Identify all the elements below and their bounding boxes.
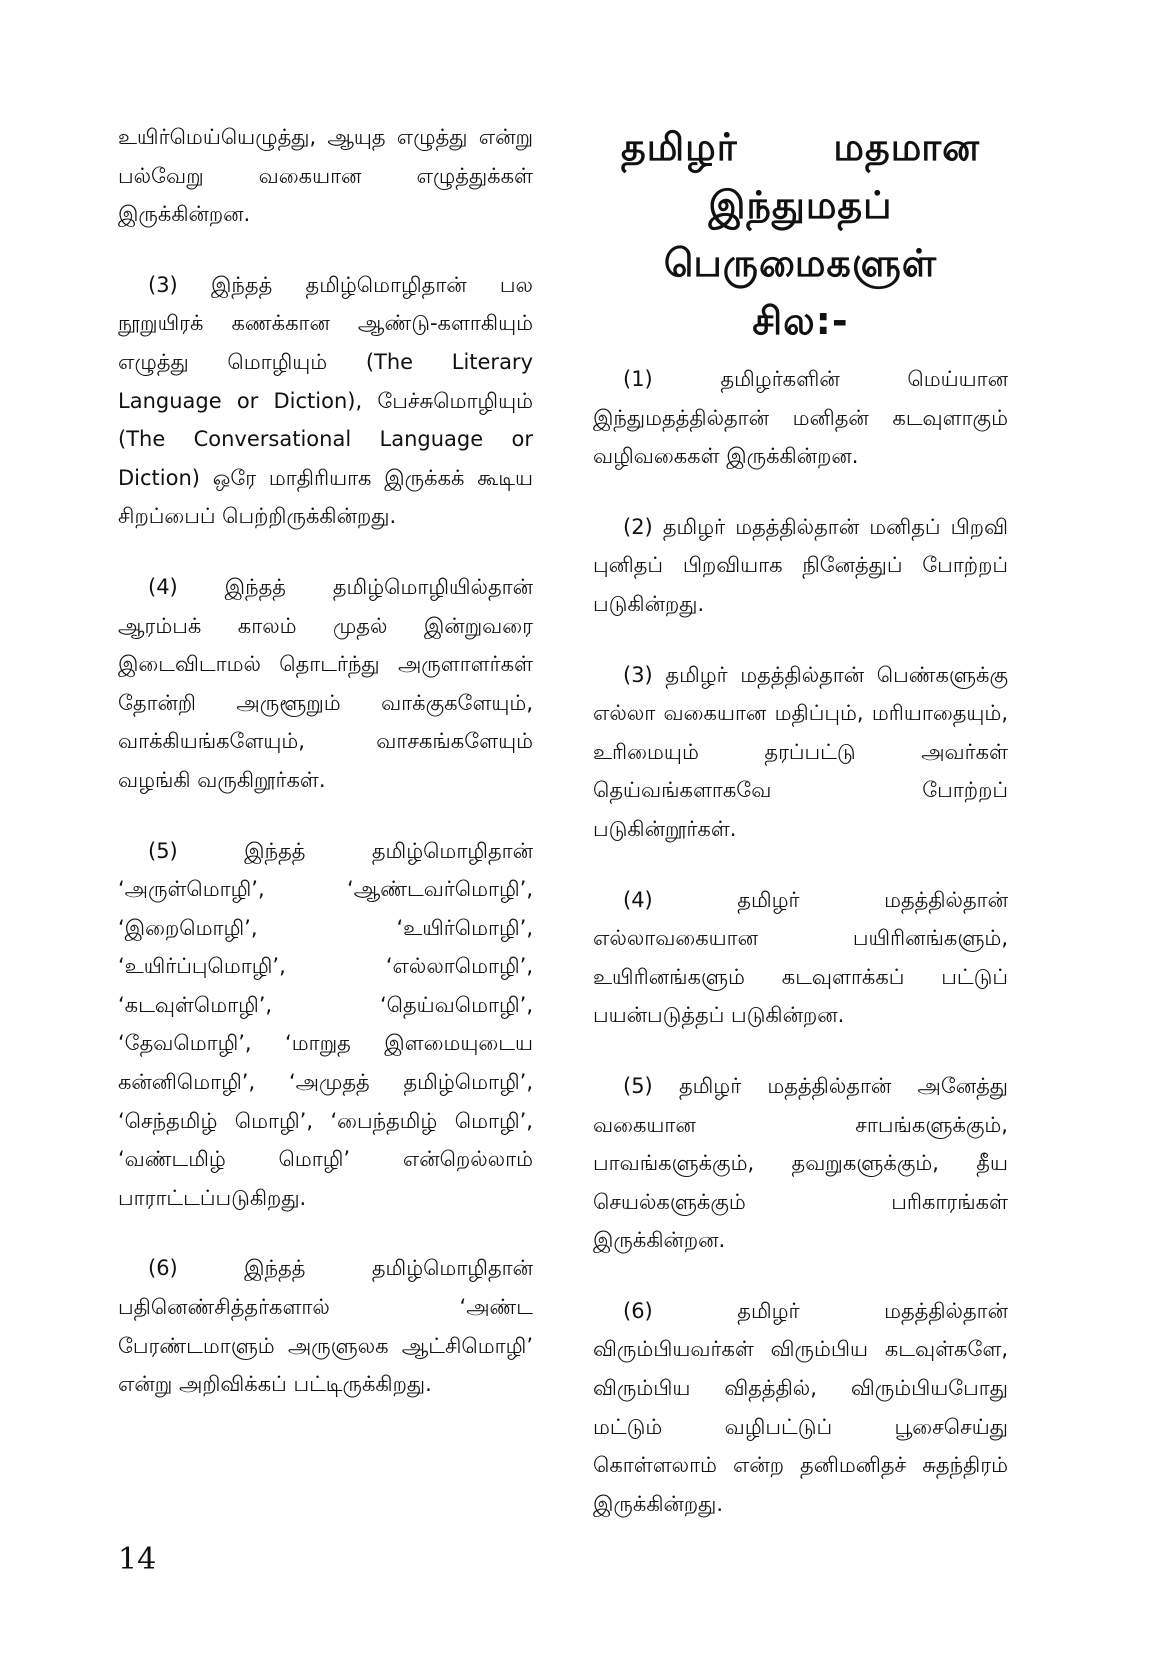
paragraph: (1) தமிழர்களின் மெய்யான இந்துமதத்தில்தான் மனிதன் கடவுளாகும் வழிவகைகள் இருக்கின்றன. [593, 367, 1008, 469]
paragraph: (4) இந்தத் தமிழ்மொழியில்தான் ஆரம்பக் காலம் முதல் இன்றுவரை இடைவிடாமல் தொடர்ந்து அருளாளர்கள் தோன்றி அருளூறும் வாக்குகளேயும், வாக்கியங்களேயும், வாசகங்களேயும் வழங்கி வருகிறூர்கள். [118, 574, 533, 792]
left-column [118, 118, 533, 1436]
heading-line: தமிழர் மதமான [621, 125, 980, 169]
right-column [593, 118, 1008, 1555]
paragraph: (4) தமிழர் மதத்தில்தான் எல்லாவகையான பயிரினங்களும், உயிரினங்களும் கடவுளாக்கப் பட்டுப் பயன்படுத்தப் படுகின்றன. [593, 887, 1008, 1028]
section-heading [593, 118, 1008, 350]
paragraph: உயிர்மெய்யெழுத்து, ஆயுத எழுத்து என்று பல்வேறு வகையான எழுத்துக்கள் இருக்கின்றன. [118, 125, 533, 227]
page-number: 14 [118, 1542, 157, 1577]
heading-line: சில:- [752, 299, 849, 343]
paragraph: (5) தமிழர் மதத்தில்தான் அனேத்து வகையான சாபங்களுக்கும், பாவங்களுக்கும், தவறுகளுக்கும், தீய செயல்களுக்கும் பரிகாரங்கள் இருக்கின்றன. [593, 1073, 1008, 1253]
paragraph: (6) தமிழர் மதத்தில்தான் விரும்பியவர்கள் விரும்பிய கடவுள்களே, விரும்பிய விதத்தில், விரும்பியபோது மட்டும் வழிபட்டுப் பூசைசெய்து கொள்ளலாம் என்ற தனிமனிதச் சுதந்திரம் இருக்கின்றது. [593, 1298, 1008, 1516]
paragraph: (3) தமிழர் மதத்தில்தான் பெண்களுக்கு எல்லா வகையான மதிப்பும், மரியாதையும், உரிமையும் தரப்பட்டு அவர்கள் தெய்வங்களாகவே போற்றப் படுகின்றூர்கள். [593, 662, 1008, 841]
paragraph: (5) இந்தத் தமிழ்மொழிதான் ‘அருள்மொழி’, ‘ஆண்டவர்மொழி’, ‘இறைமொழி’, ‘உயிர்மொழி’, ‘உயிர்ப்புமொழி’, ‘எல்லாமொழி’, ‘கடவுள்மொழி’, ‘தெய்வமொழி’, ‘தேவமொழி’, ‘மாறுத இளமையுடைய கன்னிமொழி’, ‘அமுதத் தமிழ்மொழி’, ‘செந்தமிழ் மொழி’, ‘பைந்தமிழ் மொழி’, ‘வண்டமிழ் மொழி’ என்றெல்லாம் பாராட்டப்படுகிறது. [118, 838, 533, 1210]
paragraph: (3) இந்தத் தமிழ்மொழிதான் பல நூறுயிரக் கணக்கான ஆண்டு-களாகியும் எழுத்து மொழியும் (The Literary Language or Diction), பேச்சுமொழியும் (The Conversational Language or Diction) ஒரே மாதிரியாக இருக்கக் கூடிய சிறப்பைப் பெற்றிருக்கின்றது. [118, 272, 533, 529]
paragraph: (2) தமிழர் மதத்தில்தான் மனிதப் பிறவி புனிதப் பிறவியாக நினேத்துப் போற்றப் படுகின்றது. [593, 514, 1008, 616]
paragraph: (6) இந்தத் தமிழ்மொழிதான் பதினெண்சித்தர்களால் ‘அண்ட பேரண்டமாளும் அருளுலக ஆட்சிமொழி’ என்று அறிவிக்கப் பட்டிருக்கிறது. [118, 1256, 533, 1397]
heading-line: இந்துமதப் [708, 183, 893, 227]
heading-line: பெருமைகளுள் [663, 241, 938, 285]
